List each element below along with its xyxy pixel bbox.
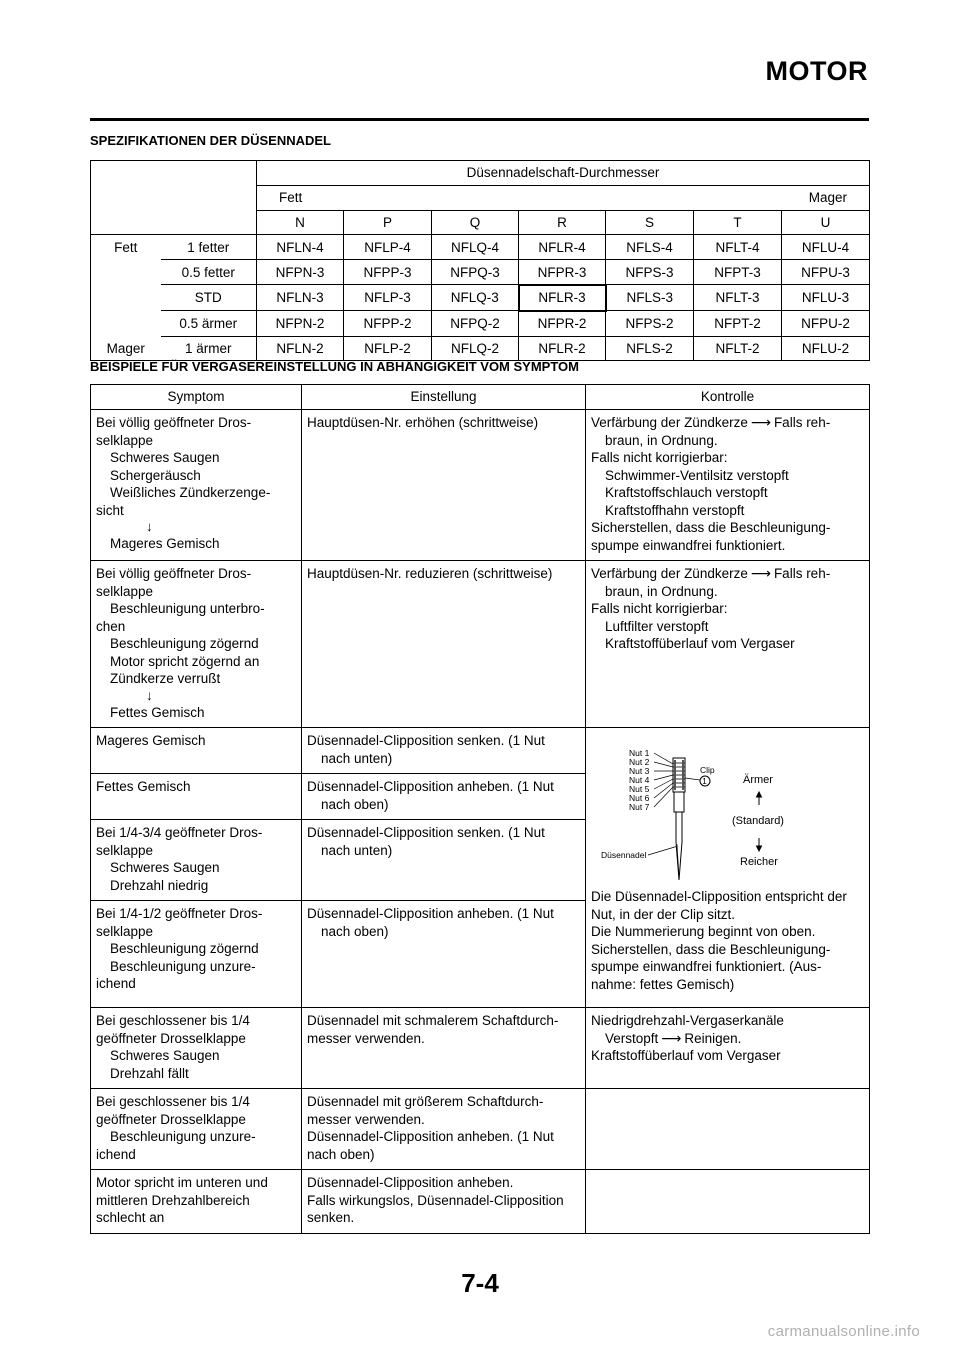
einstellung-cell: Hauptdüsen-Nr. reduzieren (schrittweise): [302, 561, 586, 728]
row-label: 1 fetter: [161, 235, 257, 260]
clip-text-line: nahme: fettes Gemisch): [591, 976, 735, 992]
needle-code: NFPP-3: [344, 260, 432, 285]
einstellung-line: Düsennadel-Clipposition senken. (1 Nut: [307, 825, 545, 840]
needle-code: NFLN-2: [257, 336, 344, 361]
symptom-result: Fettes Gemisch: [110, 704, 205, 720]
header-symptom: Symptom: [91, 385, 302, 410]
symptom-line: Zündkerze verrußt: [110, 671, 221, 686]
needle-code: NFLT-3: [694, 285, 782, 311]
table-row: [91, 336, 870, 361]
needle-code: NFLP-4: [344, 235, 432, 260]
einstellung-line: messer verwenden.: [307, 1111, 425, 1127]
kontrolle-line: spumpe einwandfrei funktioniert.: [591, 537, 786, 553]
einstellung-line: nach unten): [321, 842, 393, 858]
table-row: [91, 311, 870, 336]
needle-code: NFPS-3: [606, 260, 694, 285]
symptom-line: geöffneter Drosselklappe: [96, 1030, 246, 1046]
symptom-line: Schergeräusch: [110, 467, 201, 483]
einstellung-line: Düsennadel-Clipposition anheben. (1 Nut: [307, 779, 554, 794]
clip-number: 1: [702, 777, 707, 787]
symptom-cell: [91, 1089, 302, 1170]
needle-code: NFLP-3: [344, 285, 432, 311]
arrow-down-icon: ↓: [146, 687, 153, 703]
header-einstellung: Einstellung: [302, 385, 586, 410]
symptom-table: [90, 384, 870, 1234]
fett-mager-scale: [257, 185, 870, 210]
needle-code: NFLQ-2: [432, 336, 519, 361]
kontrolle-cell-empty: [586, 1089, 870, 1170]
kontrolle-line: Verfärbung der Zündkerze: [591, 566, 748, 581]
einstellung-line: messer verwenden.: [307, 1030, 425, 1046]
einstellung-line: Düsennadel-Clipposition senken. (1 Nut: [307, 733, 545, 748]
kontrolle-line: Kraftstoffschlauch verstopft: [605, 485, 768, 500]
needle-code: NFLR-4: [519, 235, 606, 260]
symptom-line: selklappe: [96, 842, 154, 858]
einstellung-line: Düsennadel-Clipposition anheben.: [307, 1175, 514, 1190]
symptom-line: sicht: [96, 502, 124, 518]
symptom-line: Drehzahl fällt: [110, 1065, 189, 1081]
kontrolle-cell-empty: [586, 1170, 870, 1234]
einstellung-cell: [302, 901, 586, 1008]
kontrolle-line: Falls nicht korrigierbar:: [591, 601, 728, 616]
symptom-line: Beschleunigung zögernd: [110, 636, 259, 651]
symptom-line: Bei geschlossener bis 1/4: [96, 1013, 250, 1028]
needle-spec-table: [90, 160, 870, 361]
needle-code: NFLT-4: [694, 235, 782, 260]
col-header: Q: [432, 210, 519, 235]
einstellung-cell: [302, 1008, 586, 1089]
nut-label: Nut 7: [629, 802, 650, 812]
symptom-line: Schweres Saugen: [110, 1048, 220, 1063]
clip-position-cell: [586, 728, 870, 1008]
needle-code: NFLN-4: [257, 235, 344, 260]
einstellung-line: nach oben): [307, 1146, 375, 1162]
symptom-line: Motor spricht im unteren und: [96, 1175, 268, 1190]
clip-text-line: Die Nummerierung beginnt von oben.: [591, 924, 816, 939]
symptom-line: Beschleunigung unzure-: [110, 1129, 256, 1144]
row-label: 0.5 ärmer: [161, 311, 257, 336]
needle-code: NFLN-3: [257, 285, 344, 311]
needle-code: NFLQ-3: [432, 285, 519, 311]
symptom-line: geöffneter Drosselklappe: [96, 1111, 246, 1127]
needle-code: NFPT-3: [694, 260, 782, 285]
needle-code: NFLS-4: [606, 235, 694, 260]
symptom-line: ichend: [96, 976, 136, 991]
needle-code: NFLS-3: [606, 285, 694, 311]
symptom-line: selklappe: [96, 923, 154, 939]
standard-label: (Standard): [732, 815, 784, 827]
side-label: [91, 260, 161, 285]
table-row: [91, 561, 870, 728]
side-label: Fett: [91, 235, 161, 260]
needle-code: NFLU-3: [782, 285, 870, 311]
needle-code: NFLU-2: [782, 336, 870, 361]
symptom-line: selklappe: [96, 583, 154, 599]
symptom-line: Schweres Saugen: [110, 450, 220, 465]
table-row: [91, 285, 870, 311]
symptom-line: ichend: [96, 1146, 136, 1162]
row-label: 1 ärmer: [161, 336, 257, 361]
kontrolle-line: braun, in Ordnung.: [605, 583, 718, 599]
symptom-line: Motor spricht zögernd an: [110, 653, 260, 669]
needle-code: NFPQ-2: [432, 311, 519, 336]
nut-label: Nut 2: [629, 757, 650, 767]
needle-code: NFPN-2: [257, 311, 344, 336]
row-label: 0.5 fetter: [161, 260, 257, 285]
corner-cell: [91, 161, 257, 235]
kontrolle-line: Verstopft: [605, 1030, 659, 1046]
col-header: P: [344, 210, 432, 235]
needle-code: NFPR-2: [519, 311, 606, 336]
symptom-line: schlecht an: [96, 1210, 165, 1225]
einstellung-line: Falls wirkungslos, Düsennadel-Clipposition: [307, 1192, 564, 1208]
symptom-line: Schweres Saugen: [110, 860, 220, 875]
kontrolle-line: Niedrigdrehzahl-Vergaserkanäle: [591, 1013, 784, 1028]
symptom-section-title: BEISPIELE FÜR VERGASEREINSTELLUNG IN ABHÄNGIGKEIT VOM SYMPTOM: [90, 359, 579, 374]
symptom-cell: [91, 561, 302, 728]
needle-code: NFPU-2: [782, 311, 870, 336]
arrow-right-icon: ⟶: [750, 565, 771, 581]
kontrolle-line: Falls reh-: [773, 415, 831, 430]
kontrolle-line: Schwimmer-Ventilsitz verstopft: [605, 467, 789, 483]
einstellung-line: Düsennadel mit schmalerem Schaftdurch-: [307, 1013, 559, 1028]
nut-label: Nut 4: [629, 775, 650, 785]
einstellung-line: nach oben): [321, 796, 389, 812]
needle-code: NFPS-2: [606, 311, 694, 336]
clip-label: Clip: [700, 765, 715, 775]
symptom-cell: [91, 901, 302, 1008]
einstellung-line: senken.: [307, 1210, 355, 1225]
clip-text-line: Nut, in der der Clip sitzt.: [591, 906, 736, 922]
needle-clip-diagram: [591, 736, 861, 882]
header-kontrolle: Kontrolle: [586, 385, 870, 410]
kontrolle-line: Kraftstoffüberlauf vom Vergaser: [605, 636, 795, 651]
symptom-cell: Mageres Gemisch: [91, 728, 302, 774]
clip-text-line: Sicherstellen, dass die Beschleunigung-: [591, 941, 831, 957]
einstellung-cell: [302, 728, 586, 774]
symptom-line: chen: [96, 618, 126, 634]
nut-label: Nut 5: [629, 784, 650, 794]
page-number: 7-4: [461, 1268, 499, 1298]
kontrolle-line: Falls nicht korrigierbar:: [591, 450, 728, 465]
needle-code: NFPU-3: [782, 260, 870, 285]
armer-label: Ärmer: [743, 774, 773, 786]
symptom-line: Bei völlig geöffneter Dros-: [96, 566, 252, 581]
clip-text-line: Die Düsennadel-Clipposition entspricht der: [591, 889, 847, 904]
kontrolle-cell: [586, 561, 870, 728]
needle-code: NFLT-2: [694, 336, 782, 361]
einstellung-cell: [302, 820, 586, 901]
needle-shape: [673, 758, 685, 880]
table-row: [91, 260, 870, 285]
kontrolle-line: Kraftstoffhahn verstopft: [605, 502, 745, 518]
einstellung-cell: [302, 774, 586, 820]
kontrolle-line: Reinigen.: [684, 1030, 742, 1046]
needle-code-standard: NFLR-3: [519, 285, 606, 311]
needle-label: Düsennadel: [601, 850, 647, 860]
clip-text-line: spumpe einwandfrei funktioniert. (Aus-: [591, 959, 822, 974]
einstellung-cell: [302, 1170, 586, 1234]
table-row: [91, 1089, 870, 1170]
needle-code: NFLR-2: [519, 336, 606, 361]
arrow-down-icon: ↓: [146, 519, 153, 534]
watermark[interactable]: carmanualsonline.info: [767, 1323, 920, 1340]
symptom-result: Mageres Gemisch: [110, 536, 220, 551]
col-header: T: [694, 210, 782, 235]
kontrolle-cell: [586, 410, 870, 561]
arrow-right-icon: ⟶: [661, 1029, 682, 1046]
header-rule: [90, 118, 869, 121]
symptom-line: Beschleunigung zögernd: [110, 941, 259, 956]
table-row: [91, 235, 870, 260]
table-row: [91, 1008, 870, 1089]
nut-label: Nut 1: [629, 748, 650, 758]
kontrolle-line: Falls reh-: [773, 566, 831, 581]
kontrolle-cell: [586, 1008, 870, 1089]
einstellung-cell: [302, 1089, 586, 1170]
symptom-cell: [91, 1008, 302, 1089]
kontrolle-line: braun, in Ordnung.: [605, 432, 718, 448]
nut-label: Nut 6: [629, 793, 650, 803]
side-label: Mager: [91, 336, 161, 361]
symptom-line: Bei geschlossener bis 1/4: [96, 1094, 250, 1109]
needle-code: NFLU-4: [782, 235, 870, 260]
table-row: [91, 728, 870, 774]
symptom-line: Beschleunigung unzure-: [110, 958, 256, 974]
scale-fett: Fett: [279, 190, 303, 206]
row-label: STD: [161, 285, 257, 311]
einstellung-cell: Hauptdüsen-Nr. erhöhen (schrittweise): [302, 410, 586, 561]
symptom-line: mittleren Drehzahlbereich: [96, 1192, 250, 1208]
diameter-label: Düsennadelschaft-Durchmesser: [257, 161, 870, 186]
col-header: S: [606, 210, 694, 235]
side-label: [91, 285, 161, 311]
symptom-cell: [91, 820, 302, 901]
arrow-right-icon: ⟶: [750, 414, 771, 430]
col-header: N: [257, 210, 344, 235]
needle-code: NFLP-2: [344, 336, 432, 361]
einstellung-line: Düsennadel-Clipposition anheben. (1 Nut: [307, 1129, 554, 1144]
needle-spec-title: SPEZIFIKATIONEN DER DÜSENNADEL: [90, 133, 331, 148]
einstellung-line: nach oben): [321, 923, 389, 939]
kontrolle-line: Sicherstellen, dass die Beschleunigung-: [591, 520, 831, 535]
symptom-line: Bei völlig geöffneter Dros-: [96, 415, 252, 430]
einstellung-line: Düsennadel-Clipposition anheben. (1 Nut: [307, 906, 554, 921]
kontrolle-line: Kraftstoffüberlauf vom Vergaser: [591, 1048, 781, 1063]
scale-mager: Mager: [808, 190, 848, 206]
needle-code: NFPR-3: [519, 260, 606, 285]
needle-code: NFPN-3: [257, 260, 344, 285]
symptom-line: Bei 1/4-1/2 geöffneter Dros-: [96, 906, 263, 921]
symptom-cell: [91, 1170, 302, 1234]
needle-code: NFPP-2: [344, 311, 432, 336]
symptom-cell: [91, 410, 302, 561]
table-row: [91, 410, 870, 561]
clip-marker: [685, 776, 710, 786]
symptom-line: Beschleunigung unterbro-: [110, 601, 265, 616]
kontrolle-line: Verfärbung der Zündkerze: [591, 415, 748, 430]
symptom-cell: Fettes Gemisch: [91, 774, 302, 820]
page-header-title: MOTOR: [765, 56, 868, 86]
needle-code: NFPQ-3: [432, 260, 519, 285]
col-header: R: [519, 210, 606, 235]
einstellung-line: Düsennadel mit größerem Schaftdurch-: [307, 1094, 544, 1109]
needle-code: NFPT-2: [694, 311, 782, 336]
col-header: U: [782, 210, 870, 235]
symptom-line: selklappe: [96, 432, 154, 448]
needle-code: NFLS-2: [606, 336, 694, 361]
symptom-line: Drehzahl niedrig: [110, 877, 209, 893]
side-label: [91, 311, 161, 336]
needle-code: NFLQ-4: [432, 235, 519, 260]
nut-label: Nut 3: [629, 766, 650, 776]
kontrolle-line: Luftfilter verstopft: [605, 618, 709, 634]
symptom-line: Weißliches Zündkerzenge-: [110, 485, 271, 500]
symptom-line: Bei 1/4-3/4 geöffneter Dros-: [96, 825, 263, 840]
reicher-label: Reicher: [740, 856, 778, 868]
einstellung-line: nach unten): [321, 750, 393, 766]
table-row: [91, 1170, 870, 1234]
